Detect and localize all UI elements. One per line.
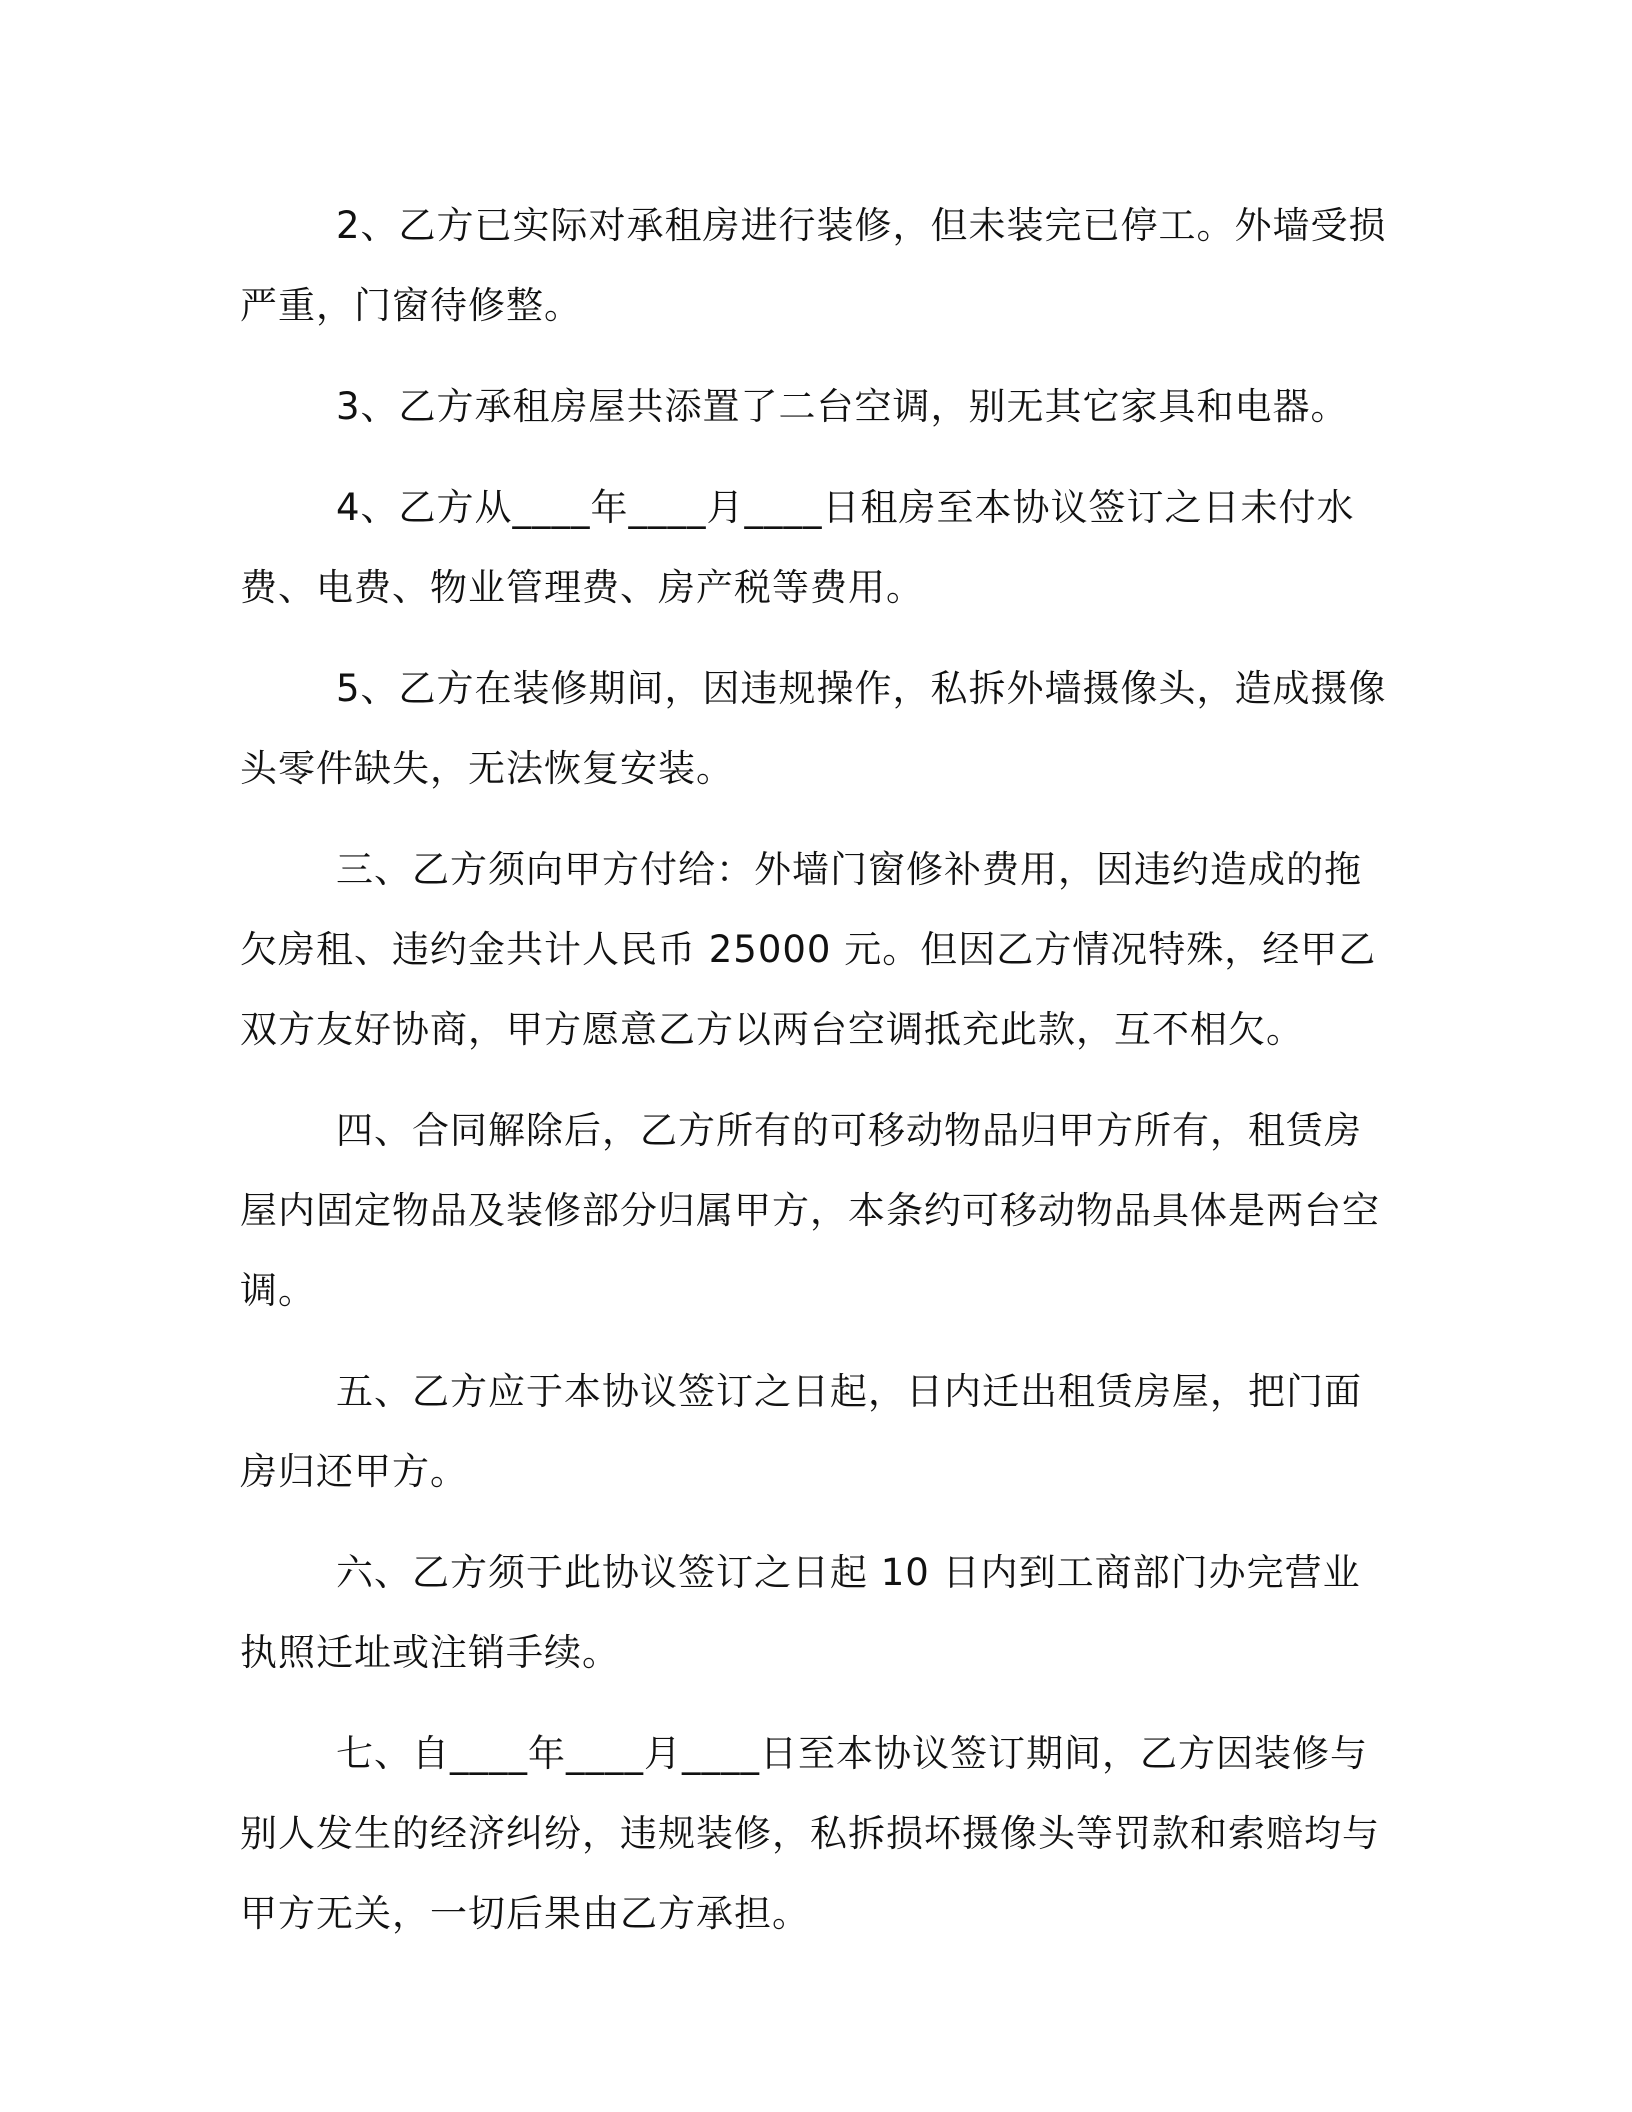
clause-2: 2、乙方已实际对承租房进行装修，但未装完已停工。外墙受损严重，门窗待修整。 [240,204,1387,327]
clause-5: 5、乙方在装修期间，因违规操作，私拆外墙摄像头，造成摄像头零件缺失，无法恢复安装。 [240,667,1387,790]
clause-four: 四、合同解除后，乙方所有的可移动物品归甲方所有，租赁房屋内固定物品及装修部分归属甲方，本条约可移动物品具体是两台空调。 [240,1109,1380,1312]
document-body [240,186,1390,1975]
clause-three: 三、乙方须向甲方付给：外墙门窗修补费用，因违约造成的拖欠房租、违约金共计人民币 25000 元。但因乙方情况特殊，经甲乙双方友好协商，甲方愿意乙方以两台空调抵充此款，互不相欠。 [240,848,1377,1051]
clause-4: 4、乙方从____年____月____日租房至本协议签订之日未付水费、电费、物业管理费、房产税等费用。 [240,486,1355,609]
clause-seven: 七、自____年____月____日至本协议签订期间，乙方因装修与别人发生的经济纠纷，违规装修，私拆损坏摄像头等罚款和索赔均与甲方无关，一切后果由乙方承担。 [240,1732,1380,1935]
clause-five: 五、乙方应于本协议签订之日起，日内迁出租赁房屋，把门面房归还甲方。 [240,1370,1362,1493]
clause-six: 六、乙方须于此协议签订之日起 10 日内到工商部门办完营业执照迁址或注销手续。 [240,1551,1361,1674]
clause-3: 3、乙方承租房屋共添置了二台空调，别无其它家具和电器。 [336,385,1349,428]
